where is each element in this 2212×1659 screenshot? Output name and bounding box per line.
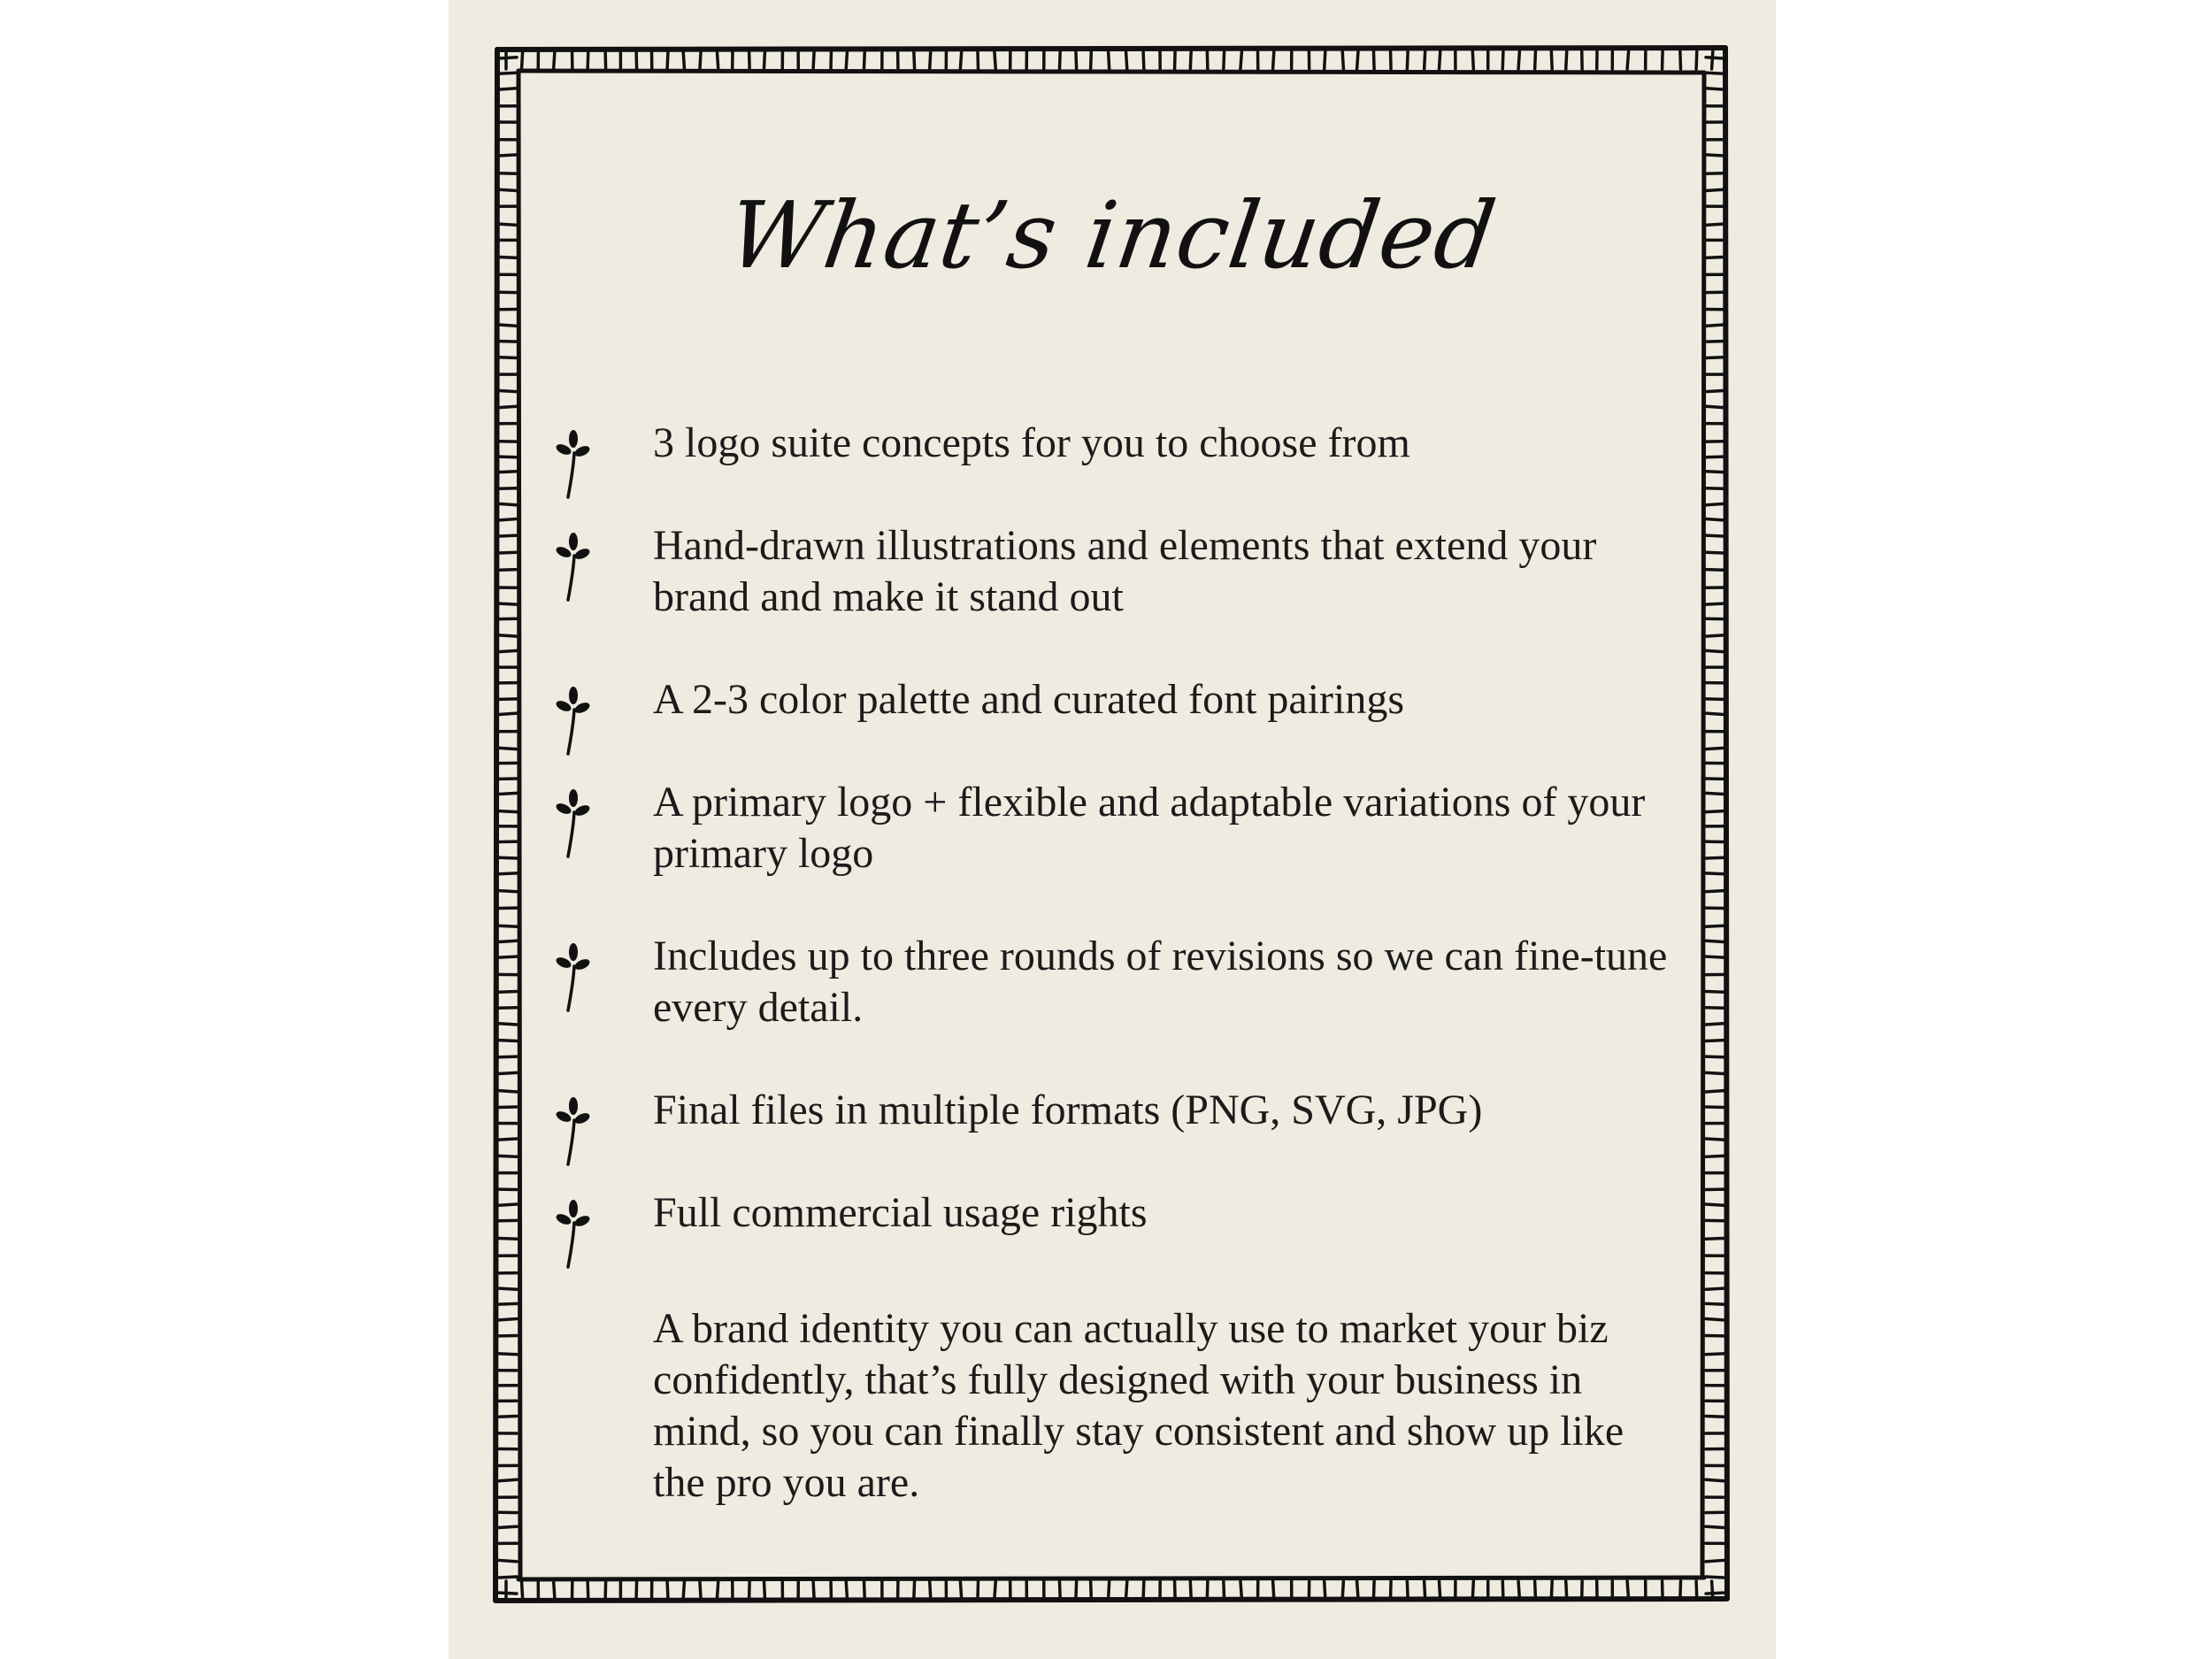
page-title: What’s included: [721, 181, 1503, 289]
list-item-text: 3 logo suite concepts for you to choose from: [653, 419, 1410, 466]
sprig-icon: [555, 787, 590, 858]
sprig-icon: [555, 1198, 590, 1269]
list-item: [555, 1085, 1670, 1136]
list-item: [555, 1187, 1670, 1239]
list-item: [555, 418, 1670, 469]
document-page: [449, 0, 1776, 1659]
list-item-text: A primary logo + flexible and adaptable variations of your primary logo: [653, 779, 1646, 877]
list-item: [555, 931, 1670, 1033]
list-item-text: Final files in multiple formats (PNG, SVG, JPG): [653, 1087, 1483, 1133]
sprig-icon: [555, 685, 590, 756]
list-item-text: A 2-3 color palette and curated font pairings: [653, 676, 1405, 723]
sprig-icon: [555, 941, 590, 1012]
closing-paragraph: A brand identity you can actually use to market your biz confidently, that’s fully designed with your business in mind, so you can finally stay consistent and show up like the pro you are.: [653, 1305, 1624, 1506]
sprig-icon: [555, 1095, 590, 1166]
included-list: [555, 418, 1670, 1239]
list-item: [555, 777, 1670, 879]
sprig-icon: [555, 428, 590, 499]
list-item: [555, 674, 1670, 726]
list-item-text: Includes up to three rounds of revisions so we can fine-tune every detail.: [653, 933, 1668, 1031]
sprig-icon: [555, 531, 590, 602]
list-item: [555, 520, 1670, 623]
list-item-text: Hand-drawn illustrations and elements that extend your brand and make it stand out: [653, 522, 1597, 620]
list-item-text: Full commercial usage rights: [653, 1189, 1148, 1236]
